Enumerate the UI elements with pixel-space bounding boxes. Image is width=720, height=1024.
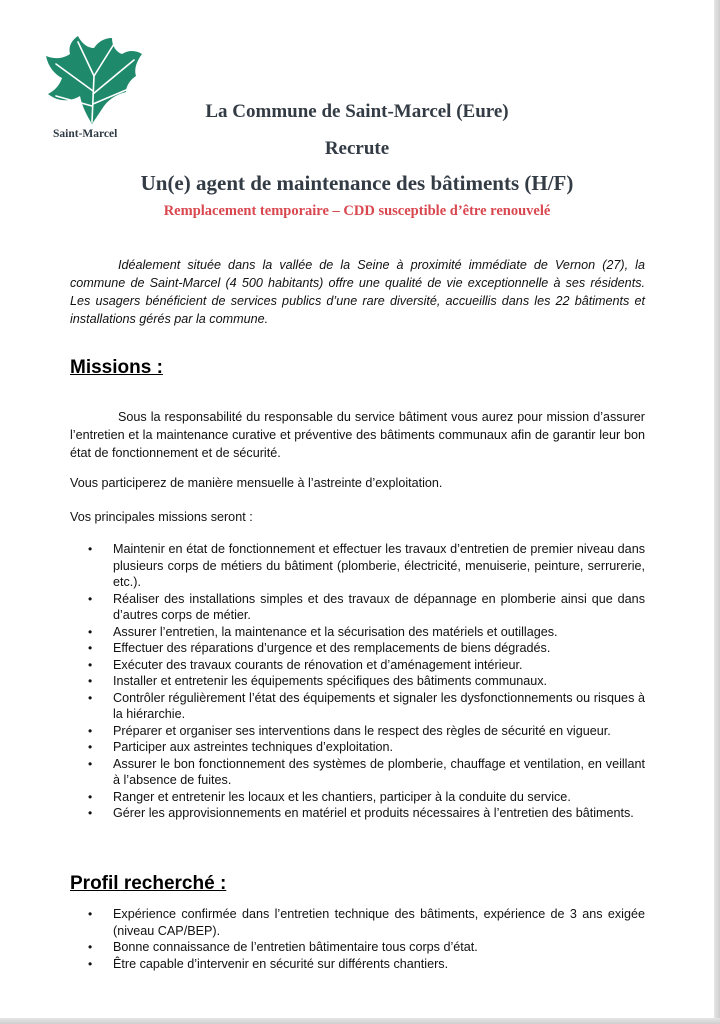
missions-paragraph-2: Vous participerez de manière mensuelle à l’astreinte d’exploitation. — [70, 476, 443, 490]
page-edge-bottom — [0, 1018, 720, 1024]
list-item: • Être capable d’intervenir en sécurité sur différents chantiers. — [88, 956, 449, 971]
missions-list — [70, 541, 645, 822]
bullet-icon: • — [88, 542, 93, 556]
missions-paragraph-1 — [70, 408, 645, 462]
commune-logo — [42, 36, 142, 146]
bullet-icon: • — [88, 740, 93, 754]
intro-paragraph — [70, 256, 645, 328]
list-item: • Installer et entretenir les équipements spécifiques des bâtiments communaux. — [88, 674, 548, 688]
header-recrute: Recrute — [324, 138, 390, 159]
list-item: • Maintenir en état de fonctionnement et effectuer les travaux d’entretien de premier niveau dans plusieurs corps de métiers du bâtiment (plomberie, électricité, menuiserie, peinture, serrurerie, etc.). — [88, 542, 645, 589]
bullet-icon: • — [88, 806, 93, 820]
bullet-icon: • — [88, 674, 93, 688]
list-item: • Exécuter des travaux courants de rénovation et d’aménagement intérieur. — [88, 657, 523, 672]
list-item: • Ranger et entretenir les locaux et les chantiers, participer à la conduite du service. — [88, 789, 571, 804]
bullet-icon: • — [88, 723, 93, 738]
bullet-icon: • — [88, 641, 93, 655]
page-edge-right — [714, 0, 720, 1024]
profil-heading: Profil recherché : — [70, 873, 227, 894]
profil-list — [70, 906, 645, 972]
bullet-icon: • — [88, 756, 93, 771]
missions-paragraph-1-text: Sous la responsabilité du responsable du service bâtiment vous aurez pour mission d’assurer l’entretien et la maintenance curative et préventive des bâtiments communaux afin de garantir leur bon état de fonctionnement et de sécurité. — [70, 410, 645, 460]
list-item: • Bonne connaissance de l’entretien bâtimentaire tous corps d’état. — [88, 940, 478, 954]
job-title: Un(e) agent de maintenance des bâtiments (H/F) — [140, 171, 574, 195]
list-item: • Effectuer des réparations d’urgence et des remplacements de biens dégradés. — [88, 641, 551, 655]
list-item: • Réaliser des installations simples et des travaux de dépannage en plomberie ainsi que dans d’autres corps de métier. — [88, 591, 645, 622]
missions-heading: Missions : — [70, 357, 163, 378]
list-item: • Assurer le bon fonctionnement des systèmes de plomberie, chauffage et ventilation, en veillant à l’absence de fuites. — [88, 756, 645, 787]
list-item: • Contrôler régulièrement l’état des équipements et signaler les dysfonctionnements ou risques à la hiérarchie. — [88, 690, 645, 721]
bullet-icon: • — [88, 940, 93, 954]
missions-paragraph-3: Vos principales missions seront : — [70, 510, 253, 524]
bullet-icon: • — [88, 657, 93, 672]
bullet-icon: • — [88, 789, 93, 804]
logo-name: Saint-Marcel — [53, 128, 118, 140]
list-item: • Participer aux astreintes techniques d’exploitation. — [88, 740, 394, 754]
list-item: • Assurer l’entretien, la maintenance et la sécurisation des matériels et outillages. — [88, 624, 558, 639]
bullet-icon: • — [88, 624, 93, 639]
bullet-icon: • — [88, 591, 93, 606]
contract-subtitle: Remplacement temporaire – CDD susceptible d’être renouvelé — [163, 203, 551, 219]
list-item: • Expérience confirmée dans l’entretien technique des bâtiments, expérience de 3 ans exigée (niveau CAP/BEP). — [88, 907, 645, 938]
bullet-icon: • — [88, 956, 93, 971]
list-item: • Gérer les approvisionnements en matériel et produits nécessaires à l’entretien des bâtiments. — [88, 806, 634, 820]
list-item: • Préparer et organiser ses interventions dans le respect des règles de sécurité en vigueur. — [88, 723, 611, 738]
bullet-icon: • — [88, 690, 93, 705]
intro-text: Idéalement située dans la vallée de la Seine à proximité immédiate de Vernon (27), la commune de Saint-Marcel (4 500 habitants) offre une qualité de vie exceptionnelle à ses résidents. Les usagers bénéficient de services publics d’une rare diversité, accueillis dans les 22 bâtiments et installations gérés par la commune. — [70, 258, 645, 326]
bullet-icon: • — [88, 907, 93, 921]
header-commune: La Commune de Saint-Marcel (Eure) — [205, 101, 509, 122]
